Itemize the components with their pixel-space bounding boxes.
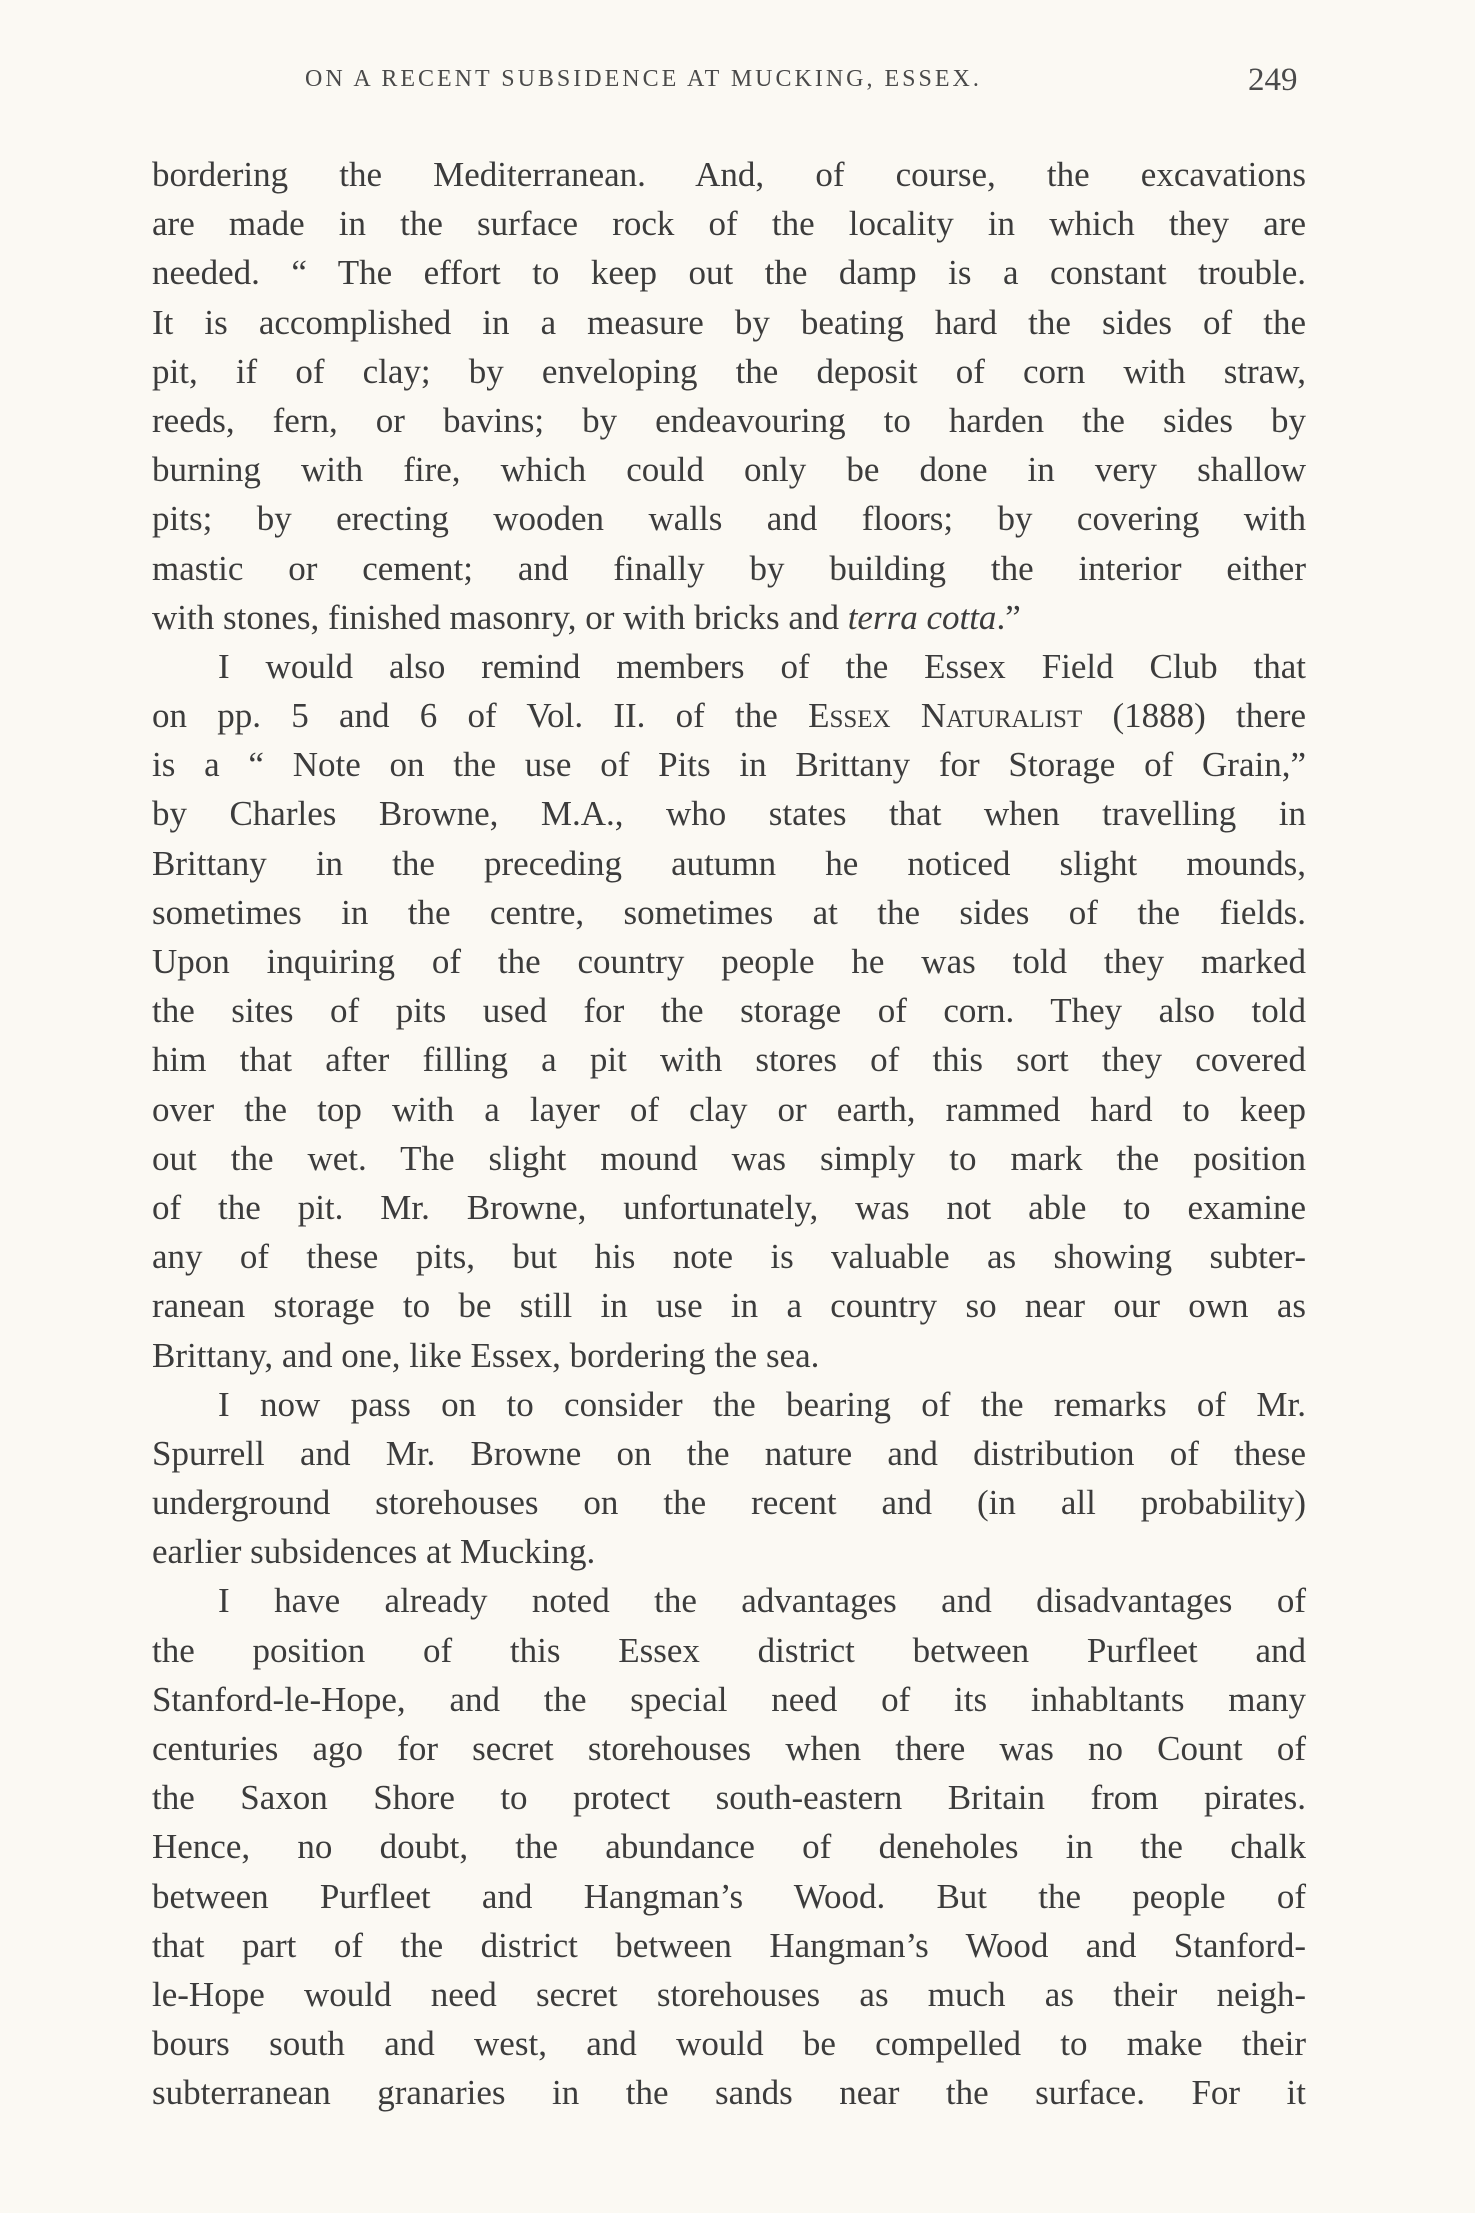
text-line: le-Hope would need secret storehouses as much as their neigh- <box>152 1974 1306 2014</box>
text-line: underground storehouses on the recent and (in all probability) <box>152 1483 1306 1523</box>
text-line: earlier subsidences at Mucking. <box>152 1532 596 1572</box>
text-line: burning with fire, which could only be done in very shallow <box>152 450 1306 490</box>
text-line: over the top with a layer of clay or earth, rammed hard to keep <box>152 1089 1306 1129</box>
text-line: ranean storage to be still in use in a country so near our own as <box>152 1286 1306 1326</box>
text-line: centuries ago for secret storehouses when there was no Count of <box>152 1729 1306 1768</box>
text-line: are made in the surface rock of the locality in which they are <box>152 204 1306 244</box>
text-line: Spurrell and Mr. Browne on the nature and distribution of these <box>152 1433 1306 1473</box>
paragraph-first-line: I would also remind members of the Essex Field Club that <box>218 646 1306 686</box>
text-line: reeds, fern, or bavins; by endeavouring to harden the sides by <box>152 400 1306 440</box>
text-line <box>152 593 1306 642</box>
paragraph-first-line: I have already noted the advantages and disadvantages of <box>218 1581 1306 1621</box>
text-run: on pp. 5 and 6 of Vol. II. of the <box>152 696 809 736</box>
text-line: out the wet. The slight mound was simply to mark the position <box>152 1138 1306 1178</box>
text-line: bordering the Mediterranean. And, of course, the excavations <box>152 155 1306 194</box>
text-line: between Purfleet and Hangman’s Wood. But the people of <box>152 1876 1306 1916</box>
text-line: needed. “ The effort to keep out the damp is a constant trouble. <box>152 253 1306 293</box>
italic-phrase: terra cotta <box>847 597 997 637</box>
text-line: bours south and west, and would be compelled to make their <box>152 2024 1306 2064</box>
text-line: the position of this Essex district between Purfleet and <box>152 1630 1306 1670</box>
text-line: is a “ Note on the use of Pits in Brittany for Storage of Grain,” <box>152 745 1306 785</box>
text-line: him that after filling a pit with stores of this sort they covered <box>152 1040 1306 1080</box>
text-line: Stanford-le-Hope, and the special need of its inhabltants many <box>152 1679 1306 1719</box>
page-number: 249 <box>1248 62 1298 98</box>
text-line <box>152 691 1306 740</box>
text-line: pits; by erecting wooden walls and floors; by covering with <box>152 499 1306 539</box>
text-line: Hence, no doubt, the abundance of deneholes in the chalk <box>152 1827 1306 1867</box>
text-line: any of these pits, but his note is valuable as showing subter- <box>152 1237 1306 1277</box>
text-line: by Charles Browne, M.A., who states that when travelling in <box>152 794 1306 834</box>
text-line: that part of the district between Hangman’s Wood and Stanford- <box>152 1925 1306 1965</box>
text-line: Brittany, and one, like Essex, bordering the sea. <box>152 1335 820 1375</box>
text-run: (1888) there <box>1082 696 1306 736</box>
text-line: the sites of pits used for the storage of corn. They also told <box>152 991 1306 1031</box>
text-line: of the pit. Mr. Browne, unfortunately, was not able to examine <box>152 1187 1306 1227</box>
text-line: Brittany in the preceding autumn he noticed slight mounds, <box>152 843 1306 883</box>
paragraph-first-line: I now pass on to consider the bearing of the remarks of Mr. <box>218 1384 1306 1424</box>
text-line: mastic or cement; and finally by building the interior either <box>152 548 1306 588</box>
text-run: with stones, finished masonry, or with bricks and <box>152 597 848 637</box>
text-line: Upon inquiring of the country people he was told they marked <box>152 942 1306 981</box>
journal-title: Essex Naturalist <box>808 696 1083 736</box>
text-run: .” <box>996 597 1021 637</box>
text-line: It is accomplished in a measure by beating hard the sides of the <box>152 302 1306 342</box>
body-text <box>152 150 1306 2118</box>
text-line: subterranean granaries in the sands near the surface. For it <box>152 2073 1306 2113</box>
text-line: pit, if of clay; by enveloping the deposit of corn with straw, <box>152 351 1306 391</box>
text-line: the Saxon Shore to protect south-eastern Britain from pirates. <box>152 1778 1306 1818</box>
running-title: ON A RECENT SUBSIDENCE AT MUCKING, ESSEX. <box>305 66 982 92</box>
text-line: sometimes in the centre, sometimes at the sides of the fields. <box>152 892 1306 932</box>
